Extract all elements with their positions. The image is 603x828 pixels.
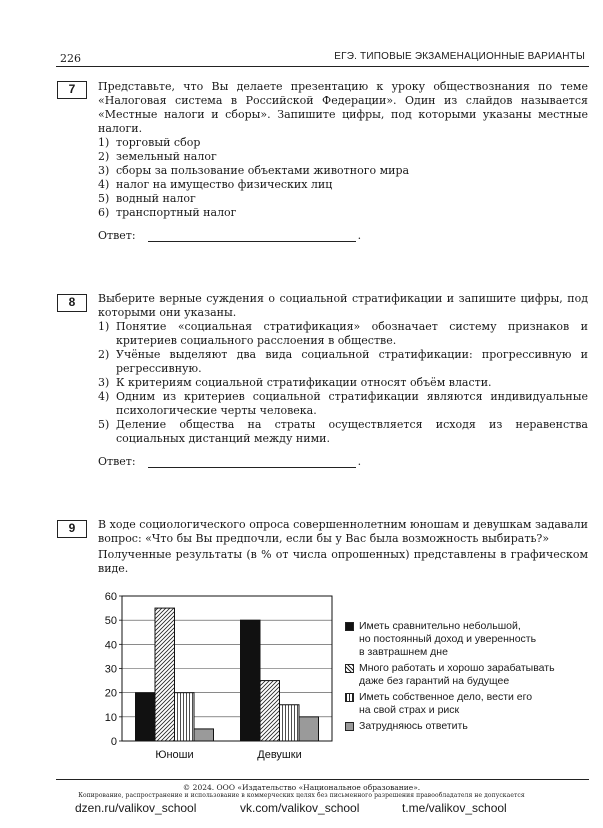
y-tick-label: 0 (110, 736, 117, 748)
link-dzen[interactable]: dzen.ru/valikov_school (75, 801, 197, 815)
x-tick-label: Девушки (257, 749, 302, 761)
option-number: 6) (98, 206, 110, 219)
answer-line[interactable] (148, 230, 356, 242)
option-text: сборы за пользование объектами животного мира (116, 164, 410, 177)
task-7-number: 7 (57, 81, 87, 99)
legend-label: Иметь сравнительно небольшой, но постоянный доход и уверенность в завтрашнем дне (359, 620, 537, 658)
task-7-option (98, 178, 588, 192)
footer-rule (56, 779, 589, 780)
copyright: © 2024. ООО «Издательство «Национальное образование». (182, 783, 421, 792)
legend-item (345, 620, 595, 659)
answer-label: Ответ: (98, 229, 136, 242)
legend-item (345, 662, 595, 688)
option-number: 2) (98, 150, 110, 163)
bars (136, 608, 319, 741)
option-number: 3) (98, 376, 110, 389)
option-text: земельный налог (116, 150, 217, 163)
task-8-prompt: Выберите верные суждения о социальной стратификации и запишите цифры, под которыми они указаны. (98, 292, 588, 319)
option-text: торговый сбор (116, 136, 201, 149)
option-number: 4) (98, 390, 110, 403)
y-tick-label: 20 (104, 687, 117, 700)
legend-swatch (345, 622, 354, 631)
bar (241, 620, 261, 741)
y-tick-label: 40 (104, 639, 117, 652)
option-number: 1) (98, 136, 110, 149)
task-7-option (98, 150, 588, 164)
bar (194, 729, 214, 741)
option-number: 2) (98, 348, 110, 361)
legend-label: Иметь собственное дело, вести его на свой страх и риск (359, 691, 533, 716)
legend-swatch (345, 693, 354, 702)
bar-chart (92, 586, 337, 770)
task-7-option (98, 192, 588, 206)
running-header: ЕГЭ. ТИПОВЫЕ ЭКЗАМЕНАЦИОННЫЕ ВАРИАНТЫ (334, 51, 585, 62)
option-number: 1) (98, 320, 110, 333)
option-number: 5) (98, 192, 110, 205)
y-tick-label: 10 (104, 711, 117, 724)
task-7-option (98, 206, 588, 220)
option-text: Деление общества на страты осуществляется исходя из неравенства социальных дистанций между ними. (116, 418, 588, 445)
rights-notice: Копирование, распространение и использование в коммерческих целях без письменного разрешения правообладателя не допускается (78, 792, 525, 799)
header-rule (56, 66, 589, 67)
bar (136, 693, 156, 741)
option-text: Одним из критериев социальной стратификации являются индивидуальные психологические черты человека. (116, 390, 588, 417)
x-tick-label: Юноши (155, 749, 194, 761)
option-number: 4) (98, 178, 110, 191)
option-text: транспортный налог (116, 206, 237, 219)
task-9-prompt: В ходе социологического опроса совершеннолетним юношам и девушкам задавали вопрос: «Что бы Вы предпочли, если бы у Вас была возможность выбирать?» (98, 518, 588, 545)
task-8-option (98, 390, 588, 418)
legend-swatch (345, 664, 354, 673)
task-8-option (98, 320, 588, 348)
task-7-option (98, 164, 588, 178)
task-9-number: 9 (57, 520, 87, 538)
task-7-option (98, 136, 588, 150)
legend-label: Затрудняюсь ответить (359, 720, 468, 732)
link-telegram[interactable]: t.me/valikov_school (402, 801, 507, 815)
bar (175, 693, 195, 741)
option-text: водный налог (116, 192, 196, 205)
legend-item (345, 691, 595, 717)
page-number: 226 (60, 52, 81, 65)
option-text: Учёные выделяют два вида социальной стратификации: прогрессивную и регрессивную. (116, 348, 588, 375)
task-8-option (98, 348, 588, 376)
chart-legend (345, 620, 595, 736)
link-vk[interactable]: vk.com/valikov_school (240, 801, 360, 815)
answer-dot: . (357, 229, 362, 242)
bar (260, 681, 280, 741)
task-7-options (98, 136, 588, 220)
task-8-option (98, 418, 588, 446)
bar (299, 717, 319, 741)
task-7-prompt: Представьте, что Вы делаете презентацию к уроку обществознания по теме «Налоговая система в Российской Федерации». Один из слайдов называется «Местные налоги и сборы». Запишите цифры, под которыми указаны местные налоги. (98, 80, 588, 135)
task-8-options (98, 320, 588, 446)
option-text: налог на имущество физических лиц (116, 178, 333, 191)
answer-label: Ответ: (98, 455, 136, 468)
y-tick-label: 50 (104, 615, 117, 628)
answer-dot: . (357, 455, 362, 468)
legend-swatch (345, 722, 354, 731)
option-number: 3) (98, 164, 110, 177)
task-8-option (98, 376, 588, 390)
y-tick-label: 30 (104, 663, 117, 676)
legend-label: Много работать и хорошо зарабатывать даже без гарантий на будущее (359, 662, 555, 687)
x-tick-labels (155, 749, 301, 761)
bar (155, 608, 175, 741)
option-text: Понятие «социальная стратификация» обозначает систему признаков и критериев социального расслоения в обществе. (116, 320, 588, 347)
legend-item (345, 720, 595, 733)
task-7-answer (98, 229, 361, 242)
option-number: 5) (98, 418, 110, 431)
answer-line[interactable] (148, 456, 356, 468)
task-8-answer (98, 455, 361, 468)
option-text: К критериям социальной стратификации относят объём власти. (116, 376, 492, 389)
bar (280, 705, 300, 741)
y-tick-label: 60 (104, 591, 117, 603)
task-9-prompt-2: Полученные результаты (в % от числа опрошенных) представлены в графическом виде. (98, 548, 588, 575)
task-8-number: 8 (57, 294, 87, 312)
y-tick-labels (105, 591, 122, 748)
